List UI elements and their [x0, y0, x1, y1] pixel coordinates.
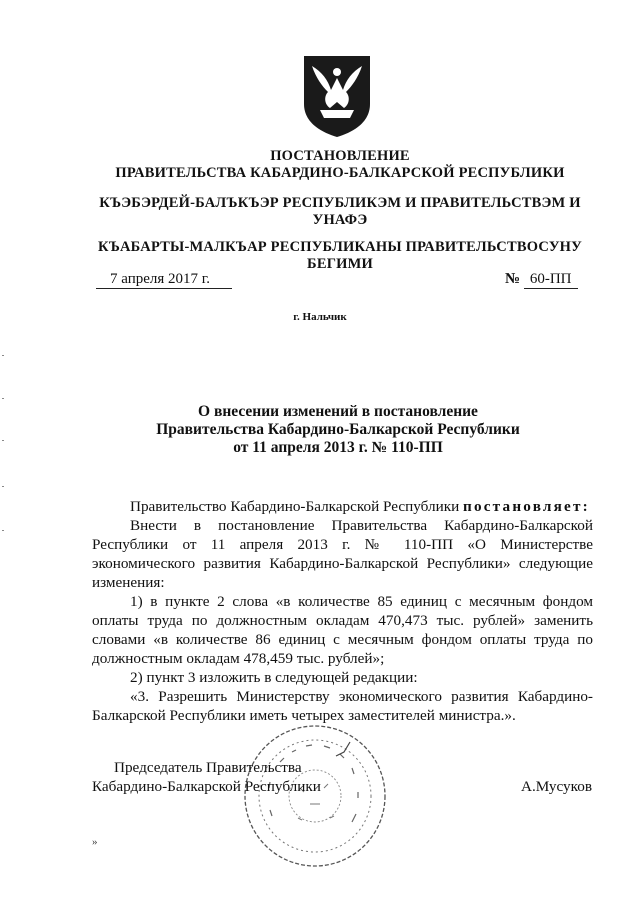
body-intro — [92, 497, 593, 516]
body-paragraph-4: «3. Разрешить Министерству экономического развития Кабардино-Балкарской Республики иметь четырех заместителей министра.». — [92, 688, 593, 724]
signatory-position — [92, 758, 321, 796]
header-kabardian-line1: КЪЭБЭРДЕЙ-БАЛЪКЪЭР РЕСПУБЛИКЭМ И ПРАВИТЕЛЬСТВЭМ И — [99, 195, 581, 211]
margin-mark: » — [92, 836, 98, 848]
number-value: 60-ПП — [524, 270, 578, 289]
header-kabardian-line2: УНАФЭ — [312, 212, 368, 228]
document-date: 7 апреля 2017 г. — [96, 270, 232, 289]
coat-of-arms-icon — [298, 52, 376, 138]
title-line2: Правительства Кабардино-Балкарской Республики — [156, 421, 520, 438]
body-paragraph-3: 2) пункт 3 изложить в следующей редакции: — [130, 669, 418, 686]
scan-edge-mark — [2, 398, 4, 399]
scan-edge-mark — [2, 486, 4, 487]
document-header — [60, 148, 620, 182]
document-title — [0, 403, 640, 457]
scan-edge-mark — [2, 355, 4, 356]
signatory-position-line2: Кабардино-Балкарской Республики — [92, 778, 321, 795]
header-kabardian — [60, 195, 620, 229]
signatory-name: А.Мусуков — [521, 778, 592, 795]
scan-edge-mark — [2, 530, 4, 531]
official-seal-icon — [240, 722, 390, 870]
body-intro-verb: постановляет: — [463, 498, 590, 515]
header-balkar-line2: БЕГИМИ — [307, 256, 373, 272]
body-intro-text: Правительство Кабардино-Балкарской Республики — [130, 498, 460, 515]
title-line3: от 11 апреля 2013 г. № 110-ПП — [233, 439, 443, 456]
title-line1: О внесении изменений в постановление — [198, 403, 478, 420]
header-balkar-line1: КЪАБАРТЫ-МАЛКЪАР РЕСПУБЛИКАНЫ ПРАВИТЕЛЬСТВОСУНУ — [98, 239, 582, 255]
signatory-position-line1: Председатель Правительства — [114, 759, 302, 776]
header-authority: ПРАВИТЕЛЬСТВА КАБАРДИНО-БАЛКАРСКОЙ РЕСПУБЛИКИ — [115, 165, 565, 181]
document-city: г. Нальчик — [293, 311, 347, 323]
header-balkar — [60, 239, 620, 273]
document-body — [92, 497, 593, 725]
number-sign: № — [505, 271, 521, 287]
body-paragraph-2: 1) в пункте 2 слова «в количестве 85 единиц с месячным фондом оплаты труда по должностным окладам 470,473 тыс. рублей» заменить словами «в количестве 86 единиц с месячным фондом оплаты труда по должностным окладам 478,459 тыс. рублей»; — [92, 593, 593, 667]
scan-edge-mark — [2, 440, 4, 441]
header-doc-type: ПОСТАНОВЛЕНИЕ — [270, 148, 410, 164]
document-number — [505, 270, 585, 289]
body-paragraph-1: Внести в постановление Правительства Кабардино-Балкарской Республики от 11 апреля 2013 г. № 110-ПП «О Министерстве экономического развития Кабардино-Балкарской Республики» следующие изменения: — [92, 517, 593, 591]
